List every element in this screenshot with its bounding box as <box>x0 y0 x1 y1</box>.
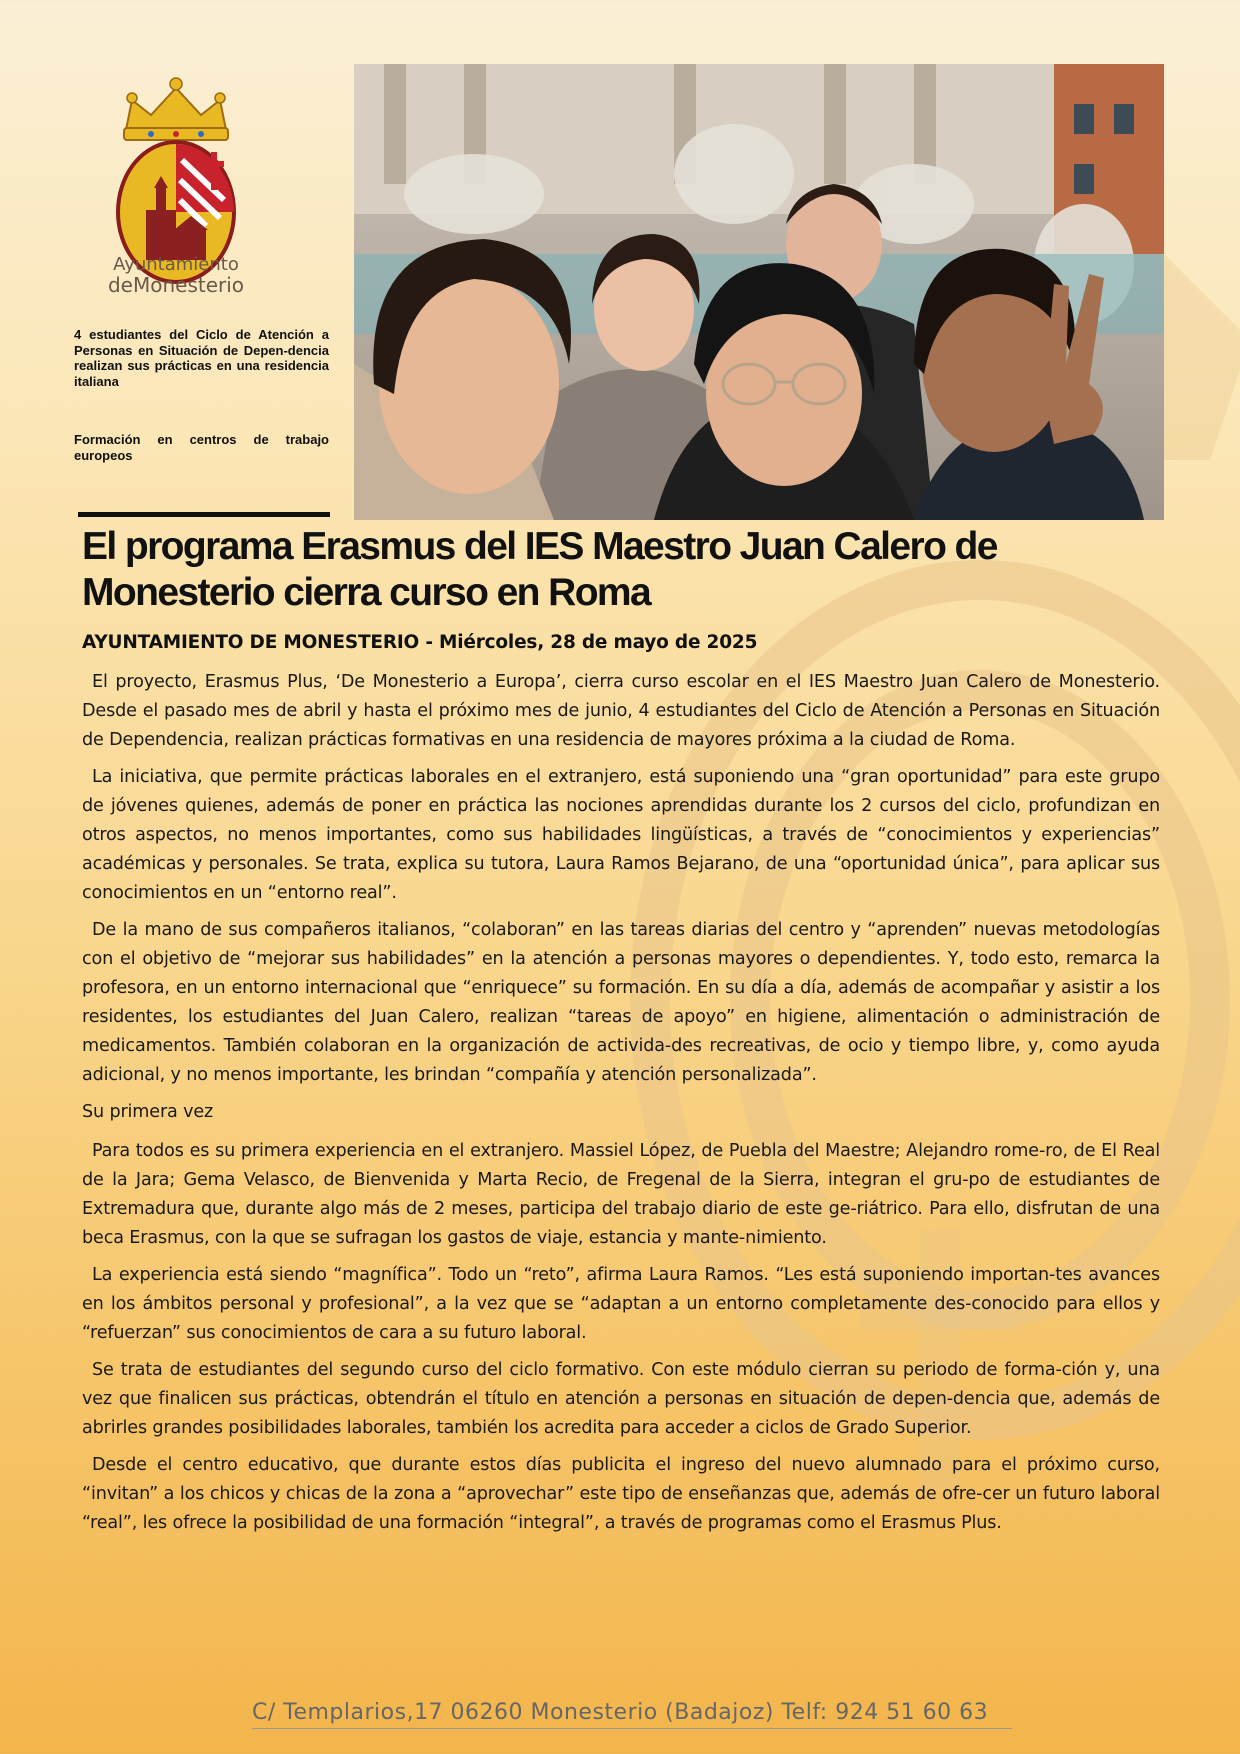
footer-divider <box>252 1728 1012 1729</box>
group-photo-illustration-icon <box>354 64 1164 520</box>
article-body <box>82 668 1160 1546</box>
divider <box>78 512 330 517</box>
section-note: Formación en centros de trabajo europeos <box>74 432 329 463</box>
article-paragraph-4: Para todos es su primera experiencia en el extranjero. Massiel López, de Puebla del Maestre; Alejandro rome-ro, de El Real de la Jara; Gema Velasco, de Bienvenida y Marta Recio, de Fregenal de la Sierra, integran el gru-po de estudiantes de Extremadura que, durante algo más de 2 meses, participa del trabajo diario de este ge-riátrico. Para ello, disfrutan de una beca Erasmus, con la que se sufragan los gastos de viaje, estancia y mante-nimiento. <box>82 1141 1160 1248</box>
article-paragraph-1: El proyecto, Erasmus Plus, ‘De Monesterio a Europa’, cierra curso escolar en el IES Maestro Juan Calero de Monesterio. Desde el pasado mes de abril y hasta el próximo mes de junio, 4 estudiantes del Ciclo de Atención a Personas en Situación de Dependencia, realizan prácticas formativas en una residencia de mayores próxima a la ciudad de Roma. <box>82 672 1160 750</box>
summary-note: 4 estudiantes del Ciclo de Atención a Personas en Situación de Depen-dencia realizan sus prácticas en una residencia italiana <box>74 327 329 389</box>
headline: El programa Erasmus del IES Maestro Juan Calero de Monesterio cierra curso en Roma <box>82 525 997 614</box>
logo-line-1: Ayuntamiento <box>113 254 239 275</box>
logo-wordmark <box>96 256 256 296</box>
article-paragraph-7: Desde el centro educativo, que durante estos días publicita el ingreso del nuevo alumnado para el próximo curso, “invitan” a los chicos y chicas de la zona a “aprovechar” este tipo de enseñanzas que, además de ofre-cer un futuro laboral “real”, les ofrece la posibilidad de una formación “integral”, a través de programas como el Erasmus Plus. <box>82 1455 1160 1533</box>
article-paragraph-5: La experiencia está siendo “magnífica”. Todo un “reto”, afirma Laura Ramos. “Les está suponiendo importan-tes avances en los ámbitos personal y profesional”, a la vez que se “adaptan a un entorno completamente des-conocido para ellos y “refuerzan” sus conocimientos de cara a su futuro laboral. <box>82 1265 1160 1343</box>
group-photo <box>354 64 1164 520</box>
article-paragraph-2: La iniciativa, que permite prácticas laborales en el extranjero, está suponiendo una “gran oportunidad” para este grupo de jóvenes quienes, además de poner en práctica las nociones aprendidas durante los 2 cursos del ciclo, profundizan en otros aspectos, no menos importantes, como sus habilidades lingüísticas, a través de “conocimientos y experiencias” académicas y personales. Se trata, explica su tutora, Laura Ramos Bejarano, de una “oportunidad única”, para aplicar sus conocimientos en un “entorno real”. <box>82 767 1160 903</box>
article-paragraph-6: Se trata de estudiantes del segundo curso del ciclo formativo. Con este módulo cierran su periodo de forma-ción y, una vez que finalicen sus prácticas, obtendrán el título en atención a personas en situación de depen-dencia que, además de abrirles grandes posibilidades laborales, también los acredita para acceder a ciclos de Grado Superior. <box>82 1360 1160 1438</box>
byline: AYUNTAMIENTO DE MONESTERIO - Miércoles, 28 de mayo de 2025 <box>82 632 758 653</box>
footer-address: C/ Templarios,17 06260 Monesterio (Badajoz) Telf: 924 51 60 63 <box>252 1700 989 1725</box>
article-paragraph-3: De la mano de sus compañeros italianos, “colaboran” en las tareas diarias del centro y “aprenden” nuevas metodologías con el objetivo de “mejorar sus habilidades” en la atención a personas mayores o dependientes. Y, todo esto, remarca la profesora, en un entorno internacional que “enriquece” su formación. En su día a día, además de acompañar y asistir a los residentes, los estudiantes del Juan Calero, realizan “tareas de apoyo” en higiene, alimentación o administración de medicamentos. También colaboran en la organización de activida-des recreativas, de ocio y tiempo libre, y, como ayuda adicional, y no menos importante, les brindan “compañía y atención personalizada”. <box>82 920 1160 1085</box>
article-subhead: Su primera vez <box>82 1102 214 1122</box>
logo-line-2: deMonesterio <box>107 272 245 297</box>
